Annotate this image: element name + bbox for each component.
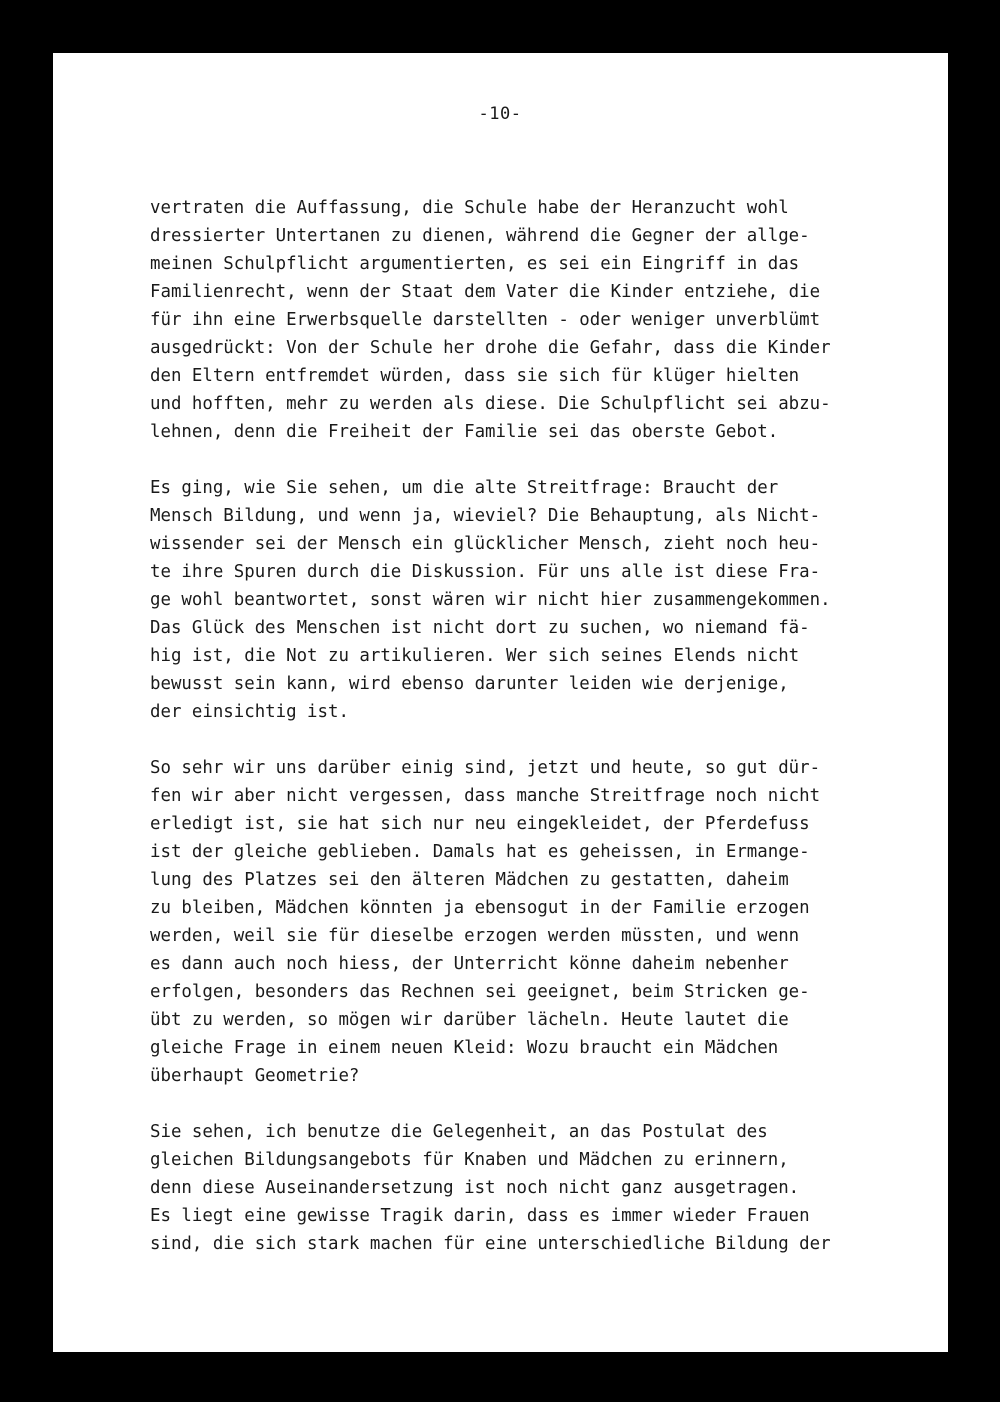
text-line: ist der gleiche geblieben. Damals hat es geheissen, in Ermange-: [150, 842, 810, 862]
text-line: dressierter Untertanen zu dienen, während die Gegner der allge-: [150, 226, 810, 246]
text-line: sind, die sich stark machen für eine unterschiedliche Bildung der: [150, 1234, 831, 1254]
text-line: Es liegt eine gewisse Tragik darin, dass es immer wieder Frauen: [150, 1206, 810, 1226]
text-line: übt zu werden, so mögen wir darüber lächeln. Heute lautet die: [150, 1010, 789, 1030]
text-line: Das Glück des Menschen ist nicht dort zu suchen, wo niemand fä-: [150, 618, 810, 638]
text-line: lehnen, denn die Freiheit der Familie sei das oberste Gebot.: [150, 422, 779, 442]
text-line: überhaupt Geometrie?: [150, 1066, 360, 1086]
text-line: Sie sehen, ich benutze die Gelegenheit, an das Postulat des: [150, 1122, 768, 1142]
text-line: und hofften, mehr zu werden als diese. Die Schulpflicht sei abzu-: [150, 394, 831, 414]
text-line: So sehr wir uns darüber einig sind, jetzt und heute, so gut dür-: [150, 758, 821, 778]
paragraph-4: [150, 1118, 910, 1258]
text-line: vertraten die Auffassung, die Schule habe der Heranzucht wohl: [150, 198, 789, 218]
text-line: Es ging, wie Sie sehen, um die alte Streitfrage: Braucht der: [150, 478, 779, 498]
paragraph-3: [150, 754, 910, 1090]
text-line: ausgedrückt: Von der Schule her drohe die Gefahr, dass die Kinder: [150, 338, 831, 358]
text-line: erledigt ist, sie hat sich nur neu eingekleidet, der Pferdefuss: [150, 814, 810, 834]
text-line: werden, weil sie für dieselbe erzogen werden müssten, und wenn: [150, 926, 800, 946]
text-line: ge wohl beantwortet, sonst wären wir nicht hier zusammengekommen.: [150, 590, 831, 610]
text-line: gleichen Bildungsangebots für Knaben und Mädchen zu erinnern,: [150, 1150, 789, 1170]
paragraph-1: [150, 194, 910, 446]
text-line: Mensch Bildung, und wenn ja, wieviel? Die Behauptung, als Nicht-: [150, 506, 821, 526]
page-number: -10-: [478, 104, 522, 124]
text-line: gleiche Frage in einem neuen Kleid: Wozu braucht ein Mädchen: [150, 1038, 779, 1058]
text-line: zu bleiben, Mädchen könnten ja ebensogut in der Familie erzogen: [150, 898, 810, 918]
text-line: wissender sei der Mensch ein glücklicher Mensch, zieht noch heu-: [150, 534, 821, 554]
text-line: der einsichtig ist.: [150, 702, 349, 722]
text-line: den Eltern entfremdet würden, dass sie sich für klüger hielten: [150, 366, 800, 386]
text-line: erfolgen, besonders das Rechnen sei geeignet, beim Stricken ge-: [150, 982, 810, 1002]
text-line: te ihre Spuren durch die Diskussion. Für uns alle ist diese Fra-: [150, 562, 821, 582]
paragraph-2: [150, 474, 910, 726]
text-line: es dann auch noch hiess, der Unterricht könne daheim nebenher: [150, 954, 789, 974]
text-line: bewusst sein kann, wird ebenso darunter leiden wie derjenige,: [150, 674, 789, 694]
text-line: für ihn eine Erwerbsquelle darstellten - oder weniger unverblümt: [150, 310, 821, 330]
text-line: Familienrecht, wenn der Staat dem Vater die Kinder entziehe, die: [150, 282, 821, 302]
text-line: fen wir aber nicht vergessen, dass manche Streitfrage noch nicht: [150, 786, 821, 806]
text-line: meinen Schulpflicht argumentierten, es sei ein Eingriff in das: [150, 254, 800, 274]
text-line: hig ist, die Not zu artikulieren. Wer sich seines Elends nicht: [150, 646, 800, 666]
text-line: lung des Platzes sei den älteren Mädchen zu gestatten, daheim: [150, 870, 789, 890]
text-line: denn diese Auseinandersetzung ist noch nicht ganz ausgetragen.: [150, 1178, 800, 1198]
